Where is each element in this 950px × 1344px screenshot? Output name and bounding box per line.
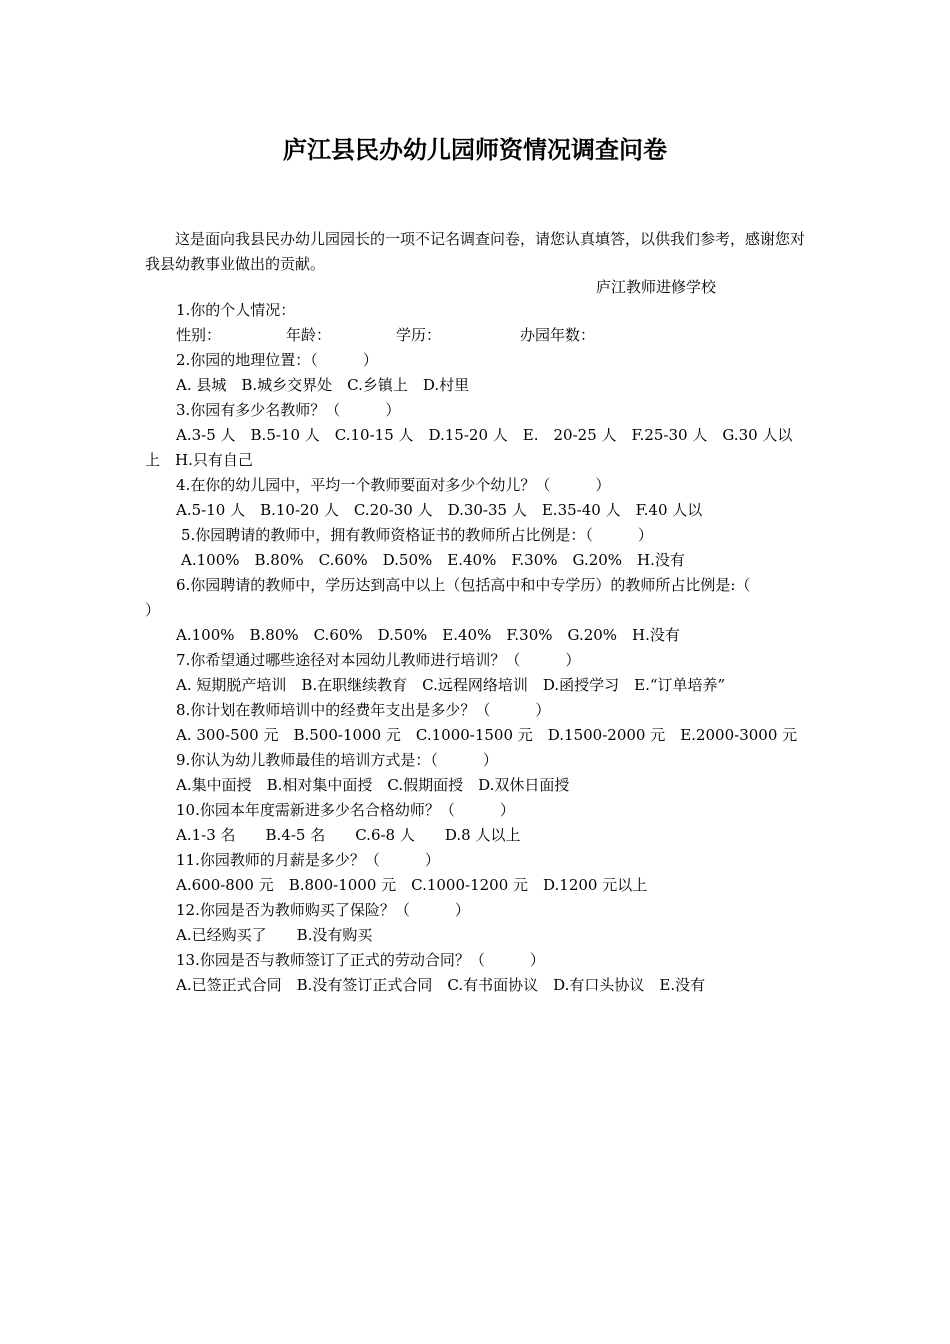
question-12-options: A.已经购买了 B.没有购买	[176, 926, 373, 944]
question-1: 1.你的个人情况：	[176, 301, 296, 319]
question-6: 6.你园聘请的教师中，学历达到高中以上（包括高中和中专学历）的教师所占比例是:（	[176, 576, 751, 594]
questionnaire-body	[145, 298, 815, 998]
question-12: 12.你园是否为教师购买了保险？（ ）	[176, 901, 470, 919]
personal-info-fields	[145, 323, 815, 348]
field-age: 年龄：	[286, 326, 332, 344]
question-8-options: A. 300-500 元 B.500-1000 元 C.1000-1500 元 D.1500-2000 元 E.2000-3000 元	[176, 726, 798, 744]
intro-paragraph: 这是面向我县民办幼儿园园长的一项不记名调查问卷，请您认真填答，以供我们参考，感谢您对我县幼教事业做出的贡献。	[145, 230, 806, 273]
question-4: 4.在你的幼儿园中，平均一个教师要面对多少个幼儿？（ ）	[176, 476, 611, 494]
question-3-options-continued: 上 H.只有自己	[145, 451, 253, 469]
question-6-continued: ）	[145, 601, 161, 619]
question-9-options: A.集中面授 B.相对集中面授 C.假期面授 D.双休日面授	[176, 776, 570, 794]
question-10: 10.你园本年度需新进多少名合格幼师？（ ）	[176, 801, 515, 819]
question-2-options: A. 县城 B.城乡交界处 C.乡镇上 D.村里	[176, 376, 470, 394]
question-3-options: A.3-5 人 B.5-10 人 C.10-15 人 D.15-20 人 E. 20-25 人 F.25-30 人 G.30 人以	[176, 426, 793, 444]
question-7: 7.你希望通过哪些途径对本园幼儿教师进行培训？（ ）	[176, 651, 581, 669]
question-2: 2.你园的地理位置：（ ）	[176, 351, 378, 369]
question-11-options: A.600-800 元 B.800-1000 元 C.1000-1200 元 D.1200 元以上	[176, 876, 648, 894]
question-3: 3.你园有多少名教师？（ ）	[176, 401, 401, 419]
field-education: 学历：	[396, 326, 442, 344]
question-7-options: A. 短期脱产培训 B.在职继续教育 C.远程网络培训 D.函授学习 E.“订单培养”	[176, 676, 726, 694]
question-13-options: A.已签正式合同 B.没有签订正式合同 C.有书面协议 D.有口头协议 E.没有	[176, 976, 706, 994]
question-10-options: A.1-3 名 B.4-5 名 C.6-8 人 D.8 人以上	[176, 826, 521, 844]
question-5: 5.你园聘请的教师中，拥有教师资格证书的教师所占比例是：（ ）	[181, 526, 653, 544]
signature: 庐江教师进修学校	[596, 278, 717, 296]
question-11: 11.你园教师的月薪是多少？（ ）	[176, 851, 440, 869]
question-13: 13.你园是否与教师签订了正式的劳动合同？（ ）	[176, 951, 545, 969]
field-years: 办园年数：	[520, 326, 596, 344]
question-8: 8.你计划在教师培训中的经费年支出是多少？（ ）	[176, 701, 551, 719]
question-6-options: A.100% B.80% C.60% D.50% E.40% F.30% G.20% H.没有	[176, 626, 680, 644]
field-gender: 性别：	[176, 326, 222, 344]
question-9: 9.你认为幼儿教师最佳的培训方式是：（ ）	[176, 751, 498, 769]
question-5-options: A.100% B.80% C.60% D.50% E.40% F.30% G.20% H.没有	[181, 551, 685, 569]
question-4-options: A.5-10 人 B.10-20 人 C.20-30 人 D.30-35 人 E.35-40 人 F.40 人以	[176, 501, 703, 519]
document-title: 庐江县民办幼儿园师资情况调查问卷	[283, 136, 667, 164]
